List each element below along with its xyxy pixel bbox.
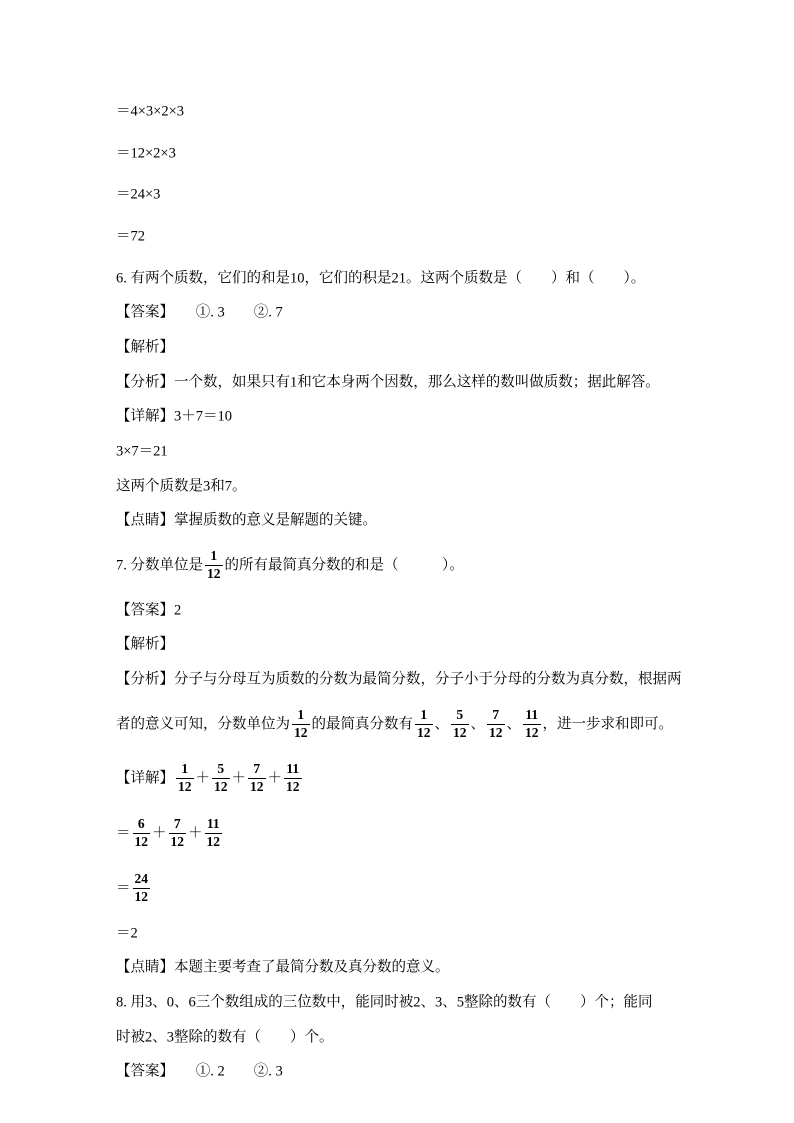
text-run: ＝: [116, 825, 131, 842]
text-run: 【分析】分子与分母互为质数的分数为最简分数，分子小于分母的分数为真分数，根据两: [116, 671, 682, 688]
text-run: 【答案】 ①. 3 ②. 7: [116, 305, 283, 322]
fraction-numerator: 6: [137, 816, 145, 832]
text-run: 【解析】: [116, 637, 174, 654]
fraction-numerator: 1: [420, 706, 428, 722]
analysis-7-line-2: [116, 703, 694, 746]
fraction-denominator: 12: [134, 833, 148, 849]
text-run: 、: [470, 716, 485, 733]
analysis-header-7: [116, 633, 694, 656]
fraction-numerator: 1: [210, 548, 218, 564]
fraction-denominator: 12: [214, 779, 228, 795]
fraction: [451, 708, 469, 741]
text-run: ＋: [195, 770, 210, 787]
fraction-numerator: 7: [492, 706, 500, 722]
note-6: [116, 509, 694, 532]
fraction-numerator: 11: [525, 706, 539, 722]
answer-6: [116, 301, 694, 324]
question-8-line-2: [116, 1026, 694, 1049]
fraction-denominator: 12: [294, 724, 308, 740]
fraction-denominator: 12: [286, 779, 300, 795]
fraction: [133, 817, 151, 850]
question-6: [116, 267, 694, 290]
equation-step-2: [116, 142, 694, 165]
equation-step-3: [116, 183, 694, 206]
text-run: 者的意义可知，分数单位为: [116, 716, 290, 733]
equation-step-1: [116, 100, 694, 123]
equation-step-4: [116, 225, 694, 248]
fraction: [248, 762, 266, 795]
fraction-denominator: 12: [207, 565, 221, 581]
text-run: ＝: [116, 880, 131, 897]
fraction-denominator: 12: [250, 779, 264, 795]
fraction: [415, 708, 433, 741]
fraction-denominator: 12: [206, 833, 220, 849]
text-run: ＋: [152, 825, 167, 842]
fraction-numerator: 7: [253, 761, 261, 777]
text-run: 【分析】一个数，如果只有1和它本身两个因数，那么这样的数叫做质数；据此解答。: [116, 374, 660, 391]
fraction-denominator: 12: [489, 724, 503, 740]
text-run: 、: [506, 716, 521, 733]
detail-7-line-2: [116, 812, 694, 855]
text-run: 【点睛】本题主要考查了最简分数及真分数的意义。: [116, 959, 450, 976]
text-run: 时被2、3整除的数有（ ）个。: [116, 1029, 334, 1046]
fraction: [292, 708, 310, 741]
fraction: [523, 708, 541, 741]
text-run: ＝24×3: [116, 187, 161, 204]
detail-7-line-4: [116, 922, 694, 945]
analysis-7-line-1: [116, 668, 694, 691]
fraction: [205, 817, 223, 850]
text-run: 【解析】: [116, 339, 174, 356]
fraction-numerator: 5: [456, 706, 464, 722]
text-run: ，进一步求和即可。: [542, 716, 673, 733]
fraction-numerator: 1: [297, 706, 305, 722]
text-run: 的所有最简真分数的和是（ ）。: [224, 557, 464, 574]
fraction-denominator: 12: [170, 833, 184, 849]
detail-7-line-3: [116, 867, 694, 910]
answer-7: [116, 599, 694, 622]
document-body: [116, 100, 694, 1083]
fraction: [212, 762, 230, 795]
fraction-numerator: 11: [206, 816, 220, 832]
fraction-denominator: 12: [417, 724, 431, 740]
text-run: 这两个质数是3和7。: [116, 478, 247, 495]
question-7: [116, 544, 694, 587]
text-run: 3×7＝21: [116, 443, 168, 460]
text-run: ＝2: [116, 925, 138, 942]
detail-6-line-2: [116, 440, 694, 463]
text-run: 【答案】 ①. 2 ②. 3: [116, 1063, 283, 1080]
text-run: 8. 用3、0、6三个数组成的三位数中，能同时被2、3、5整除的数有（ ）个；能同: [116, 994, 653, 1011]
text-run: ＝4×3×2×3: [116, 103, 185, 120]
fraction: [205, 549, 223, 582]
text-run: 【点睛】掌握质数的意义是解题的关键。: [116, 513, 377, 530]
note-7: [116, 956, 694, 979]
answer-8: [116, 1060, 694, 1083]
fraction-numerator: 11: [286, 761, 300, 777]
text-run: 【详解】3＋7＝10: [116, 409, 232, 426]
text-run: 的最简真分数有: [311, 716, 413, 733]
analysis-header-6: [116, 336, 694, 359]
fraction-denominator: 12: [453, 724, 467, 740]
fraction-denominator: 12: [178, 779, 192, 795]
text-run: ＋: [188, 825, 203, 842]
fraction: [284, 762, 302, 795]
text-run: ＝72: [116, 228, 145, 245]
text-run: 【详解】: [116, 770, 174, 787]
fraction-numerator: 5: [217, 761, 225, 777]
fraction-numerator: 7: [173, 816, 181, 832]
text-run: ＝12×2×3: [116, 145, 176, 162]
fraction: [133, 872, 151, 905]
text-run: ＋: [267, 770, 282, 787]
fraction-denominator: 12: [134, 888, 148, 904]
detail-6-line-3: [116, 475, 694, 498]
detail-6-line-1: [116, 405, 694, 428]
fraction-numerator: 24: [134, 870, 148, 886]
fraction: [169, 817, 187, 850]
text-run: 6. 有两个质数，它们的和是10，它们的积是21。这两个质数是（ ）和（ ）。: [116, 270, 646, 287]
fraction: [176, 762, 194, 795]
text-run: 7. 分数单位是: [116, 557, 203, 574]
fraction: [487, 708, 505, 741]
text-run: 【答案】2: [116, 602, 182, 619]
text-run: ＋: [231, 770, 246, 787]
question-8-line-1: [116, 991, 694, 1014]
fraction-denominator: 12: [525, 724, 539, 740]
detail-7-line-1: [116, 757, 694, 800]
text-run: 、: [434, 716, 449, 733]
analysis-6: [116, 371, 694, 394]
fraction-numerator: 1: [181, 761, 189, 777]
